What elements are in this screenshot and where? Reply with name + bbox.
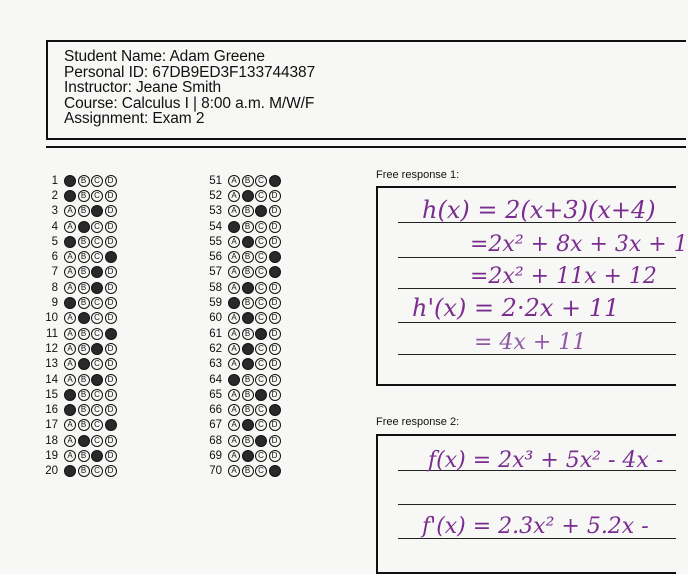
bubble-b[interactable]: B — [242, 175, 254, 187]
question-number: 54 — [209, 220, 222, 233]
bubble-a[interactable]: A — [64, 297, 76, 309]
bubble-c[interactable]: C — [91, 266, 103, 278]
fr2-line-1: f(x) = 2x³ + 5x² - 4x - — [428, 448, 664, 473]
answer-row — [200, 326, 282, 341]
bubble-a[interactable]: A — [228, 328, 240, 340]
bubble-b[interactable]: B — [78, 358, 90, 370]
bubble-a[interactable]: A — [228, 343, 240, 355]
bubble-b[interactable]: B — [78, 435, 90, 447]
fr1-line-4: h'(x) = 2·2x + 11 — [412, 294, 620, 322]
bubble-d[interactable]: D — [105, 205, 117, 217]
bubble-a[interactable]: A — [64, 389, 76, 401]
question-number: 9 — [51, 297, 58, 310]
bubble-b[interactable]: B — [242, 266, 254, 278]
bubble-b[interactable]: B — [242, 465, 254, 477]
bubble-d[interactable]: D — [269, 297, 281, 309]
question-number: 56 — [209, 251, 222, 264]
answer-row — [36, 357, 118, 372]
answer-row — [200, 372, 282, 387]
bubble-a[interactable]: A — [64, 435, 76, 447]
answer-row — [200, 249, 282, 264]
bubble-d[interactable]: D — [105, 450, 117, 462]
question-number: 19 — [45, 449, 58, 462]
question-number: 7 — [51, 266, 58, 279]
bubble-d[interactable]: D — [105, 465, 117, 477]
bubble-b[interactable]: B — [78, 389, 90, 401]
bubble-c[interactable]: C — [255, 358, 267, 370]
bubble-d[interactable]: D — [269, 435, 281, 447]
bubble-c[interactable]: C — [91, 465, 103, 477]
bubble-b[interactable]: B — [78, 328, 90, 340]
answer-row — [200, 311, 282, 326]
bubble-b[interactable]: B — [78, 251, 90, 263]
bubble-c[interactable]: C — [91, 297, 103, 309]
bubble-a[interactable]: A — [228, 205, 240, 217]
answer-row — [200, 448, 282, 463]
question-number: 62 — [209, 342, 222, 355]
bubble-a[interactable]: A — [64, 404, 76, 416]
bubble-d[interactable]: D — [269, 312, 281, 324]
bubble-b[interactable]: B — [78, 297, 90, 309]
bubble-d[interactable]: D — [269, 419, 281, 431]
question-number: 14 — [45, 373, 58, 386]
question-number: 8 — [51, 281, 58, 294]
bubble-c[interactable]: C — [255, 221, 267, 233]
bubble-a[interactable]: A — [64, 358, 76, 370]
bubble-c[interactable]: C — [91, 374, 103, 386]
bubble-a[interactable]: A — [64, 282, 76, 294]
bubble-d[interactable]: D — [105, 374, 117, 386]
bubble-c[interactable]: C — [255, 251, 267, 263]
answer-row — [200, 433, 282, 448]
bubble-d[interactable]: D — [105, 282, 117, 294]
bubble-d[interactable]: D — [269, 328, 281, 340]
bubble-b[interactable]: B — [78, 266, 90, 278]
bubble-c[interactable]: C — [255, 297, 267, 309]
answer-row — [36, 219, 118, 234]
question-number: 59 — [209, 297, 222, 310]
answer-row — [200, 234, 282, 249]
bubble-b[interactable]: B — [242, 404, 254, 416]
bubble-b[interactable]: B — [78, 404, 90, 416]
bubble-d[interactable]: D — [105, 236, 117, 248]
question-number: 53 — [209, 205, 222, 218]
bubble-a[interactable]: A — [64, 236, 76, 248]
bubble-c[interactable]: C — [91, 312, 103, 324]
answer-row — [200, 280, 282, 295]
bubble-d[interactable]: D — [269, 266, 281, 278]
answer-column-51-70 — [200, 173, 282, 479]
bubble-a[interactable]: A — [228, 450, 240, 462]
answer-row — [200, 402, 282, 417]
bubble-c[interactable]: C — [255, 450, 267, 462]
bubble-c[interactable]: C — [91, 251, 103, 263]
free-response-2-label: Free response 2: — [376, 416, 460, 428]
question-number: 5 — [51, 235, 58, 248]
answer-row — [36, 280, 118, 295]
bubble-b[interactable]: B — [242, 435, 254, 447]
answer-row — [36, 433, 118, 448]
bubble-c[interactable]: C — [255, 175, 267, 187]
bubble-d[interactable]: D — [269, 465, 281, 477]
answer-row — [36, 326, 118, 341]
bubble-a[interactable]: A — [228, 221, 240, 233]
bubble-d[interactable]: D — [269, 251, 281, 263]
bubble-b[interactable]: B — [242, 282, 254, 294]
question-number: 13 — [45, 358, 58, 371]
bubble-b[interactable]: B — [78, 221, 90, 233]
question-number: 16 — [45, 404, 58, 417]
bubble-d[interactable]: D — [269, 343, 281, 355]
bubble-c[interactable]: C — [91, 190, 103, 202]
question-number: 63 — [209, 358, 222, 371]
question-number: 20 — [45, 465, 58, 478]
bubble-d[interactable]: D — [105, 175, 117, 187]
answer-column-1-20 — [36, 173, 118, 479]
bubble-c[interactable]: C — [91, 404, 103, 416]
answer-row — [36, 448, 118, 463]
question-number: 17 — [45, 419, 58, 432]
question-number: 10 — [45, 312, 58, 325]
bubble-a[interactable]: A — [64, 465, 76, 477]
bubble-c[interactable]: C — [255, 343, 267, 355]
bubble-c[interactable]: C — [91, 419, 103, 431]
fr2-line-2: f'(x) = 2.3x² + 5.2x - — [422, 514, 649, 539]
bubble-a[interactable]: A — [64, 374, 76, 386]
bubble-b[interactable]: B — [242, 221, 254, 233]
bubble-c[interactable]: C — [91, 282, 103, 294]
bubble-c[interactable]: C — [91, 328, 103, 340]
bubble-b[interactable]: B — [78, 465, 90, 477]
answer-row — [36, 402, 118, 417]
bubble-c[interactable]: C — [255, 205, 267, 217]
fr1-line-5: = 4x + 11 — [474, 330, 587, 355]
bubble-a[interactable]: A — [228, 358, 240, 370]
free-response-1-label: Free response 1: — [376, 169, 460, 181]
question-number: 52 — [209, 189, 222, 202]
bubble-b[interactable]: B — [78, 282, 90, 294]
bubble-a[interactable]: A — [228, 312, 240, 324]
bubble-a[interactable]: A — [64, 328, 76, 340]
bubble-c[interactable]: C — [91, 450, 103, 462]
bubble-a[interactable]: A — [228, 175, 240, 187]
bubble-d[interactable]: D — [105, 266, 117, 278]
bubble-a[interactable]: A — [64, 221, 76, 233]
bubble-b[interactable]: B — [242, 343, 254, 355]
fr1-line-2: =2x² + 8x + 3x + 1 — [470, 232, 688, 257]
question-number: 57 — [209, 266, 222, 279]
bubble-d[interactable]: D — [105, 312, 117, 324]
question-number: 15 — [45, 388, 58, 401]
answer-row — [36, 341, 118, 356]
bubble-a[interactable]: A — [228, 465, 240, 477]
fr1-line-1: h(x) = 2(x+3)(x+4) — [422, 196, 656, 224]
answer-row — [36, 372, 118, 387]
answer-row — [200, 188, 282, 203]
answer-row — [36, 265, 118, 280]
bubble-b[interactable]: B — [242, 236, 254, 248]
bubble-b[interactable]: B — [78, 374, 90, 386]
bubble-d[interactable]: D — [269, 404, 281, 416]
bubble-d[interactable]: D — [105, 190, 117, 202]
bubble-d[interactable]: D — [269, 190, 281, 202]
bubble-d[interactable]: D — [105, 435, 117, 447]
bubble-a[interactable]: A — [228, 435, 240, 447]
question-number: 51 — [209, 174, 222, 187]
bubble-a[interactable]: A — [64, 312, 76, 324]
bubble-b[interactable]: B — [78, 450, 90, 462]
student-name: Student Name: Adam Greene — [64, 48, 265, 65]
answer-row — [200, 173, 282, 188]
bubble-d[interactable]: D — [269, 450, 281, 462]
bubble-c[interactable]: C — [91, 435, 103, 447]
bubble-b[interactable]: B — [242, 419, 254, 431]
bubble-a[interactable]: A — [64, 343, 76, 355]
bubble-d[interactable]: D — [269, 389, 281, 401]
question-number: 61 — [209, 327, 222, 340]
bubble-a[interactable]: A — [228, 404, 240, 416]
question-number: 70 — [209, 465, 222, 478]
bubble-a[interactable]: A — [64, 266, 76, 278]
answer-row — [36, 464, 118, 479]
bubble-c[interactable]: C — [255, 465, 267, 477]
answer-row — [200, 464, 282, 479]
question-number: 11 — [46, 327, 58, 340]
fr1-line-3: =2x² + 11x + 12 — [470, 264, 657, 289]
question-number: 3 — [51, 205, 58, 218]
bubble-d[interactable]: D — [105, 328, 117, 340]
bubble-b[interactable]: B — [242, 251, 254, 263]
answer-row — [36, 204, 118, 219]
bubble-a[interactable]: A — [64, 251, 76, 263]
answer-row — [36, 249, 118, 264]
bubble-b[interactable]: B — [242, 190, 254, 202]
answer-row — [36, 311, 118, 326]
free-response-1-box — [376, 186, 688, 386]
answer-row — [36, 387, 118, 402]
question-number: 1 — [51, 174, 58, 187]
bubble-a[interactable]: A — [228, 297, 240, 309]
bubble-b[interactable]: B — [78, 419, 90, 431]
bubble-a[interactable]: A — [228, 282, 240, 294]
bubble-c[interactable]: C — [255, 374, 267, 386]
answer-row — [200, 295, 282, 310]
bubble-c[interactable]: C — [255, 435, 267, 447]
bubble-c[interactable]: C — [255, 282, 267, 294]
bubble-d[interactable]: D — [269, 175, 281, 187]
bubble-d[interactable]: D — [269, 282, 281, 294]
question-number: 69 — [209, 449, 222, 462]
bubble-c[interactable]: C — [91, 343, 103, 355]
instructor: Instructor: Jeane Smith — [64, 79, 222, 96]
question-number: 60 — [209, 312, 222, 325]
bubble-a[interactable]: A — [64, 175, 76, 187]
bubble-b[interactable]: B — [242, 205, 254, 217]
bubble-a[interactable]: A — [64, 419, 76, 431]
bubble-b[interactable]: B — [78, 190, 90, 202]
question-number: 55 — [209, 235, 222, 248]
bubble-c[interactable]: C — [255, 312, 267, 324]
bubble-b[interactable]: B — [78, 236, 90, 248]
bubble-c[interactable]: C — [91, 389, 103, 401]
bubble-a[interactable]: A — [228, 374, 240, 386]
bubble-a[interactable]: A — [228, 266, 240, 278]
bubble-c[interactable]: C — [91, 175, 103, 187]
bubble-a[interactable]: A — [228, 389, 240, 401]
question-number: 6 — [51, 251, 58, 264]
answer-row — [36, 173, 118, 188]
bubble-c[interactable]: C — [255, 236, 267, 248]
bubble-d[interactable]: D — [105, 297, 117, 309]
bubble-d[interactable]: D — [269, 221, 281, 233]
answer-row — [36, 234, 118, 249]
bubble-c[interactable]: C — [255, 328, 267, 340]
answer-row — [200, 341, 282, 356]
answer-row — [36, 188, 118, 203]
bubble-b[interactable]: B — [242, 450, 254, 462]
answer-row — [200, 204, 282, 219]
bubble-b[interactable]: B — [78, 312, 90, 324]
bubble-d[interactable]: D — [105, 251, 117, 263]
question-number: 58 — [209, 281, 222, 294]
answer-row — [200, 357, 282, 372]
question-number: 4 — [51, 220, 58, 233]
course: Course: Calculus I | 8:00 a.m. M/W/F — [64, 94, 315, 112]
bubble-c[interactable]: C — [91, 236, 103, 248]
answer-row — [200, 265, 282, 280]
bubble-a[interactable]: A — [228, 190, 240, 202]
personal-id: Personal ID: 67DB9ED3F133744387 — [64, 63, 316, 81]
question-number: 12 — [45, 342, 58, 355]
bubble-b[interactable]: B — [242, 389, 254, 401]
bubble-b[interactable]: B — [78, 175, 90, 187]
bubble-b[interactable]: B — [242, 297, 254, 309]
bubble-c[interactable]: C — [91, 358, 103, 370]
bubble-a[interactable]: A — [64, 450, 76, 462]
bubble-b[interactable]: B — [78, 205, 90, 217]
bubble-c[interactable]: C — [255, 419, 267, 431]
question-number: 2 — [51, 189, 58, 202]
bubble-b[interactable]: B — [78, 343, 90, 355]
answer-row — [200, 418, 282, 433]
bubble-b[interactable]: B — [242, 312, 254, 324]
answer-row — [200, 387, 282, 402]
bubble-c[interactable]: C — [255, 389, 267, 401]
bubble-d[interactable]: D — [105, 343, 117, 355]
question-number: 68 — [209, 434, 222, 447]
bubble-a[interactable]: A — [64, 190, 76, 202]
bubble-d[interactable]: D — [105, 221, 117, 233]
bubble-a[interactable]: A — [228, 251, 240, 263]
answer-row — [200, 219, 282, 234]
question-number: 65 — [209, 388, 222, 401]
bubble-a[interactable]: A — [228, 419, 240, 431]
assignment: Assignment: Exam 2 — [64, 110, 205, 127]
question-number: 67 — [209, 419, 222, 432]
bubble-c[interactable]: C — [255, 190, 267, 202]
bubble-c[interactable]: C — [255, 266, 267, 278]
question-number: 64 — [209, 373, 222, 386]
bubble-d[interactable]: D — [269, 205, 281, 217]
bubble-d[interactable]: D — [105, 389, 117, 401]
bubble-a[interactable]: A — [64, 205, 76, 217]
bubble-c[interactable]: C — [91, 221, 103, 233]
bubble-d[interactable]: D — [105, 404, 117, 416]
student-info-box — [46, 40, 686, 140]
bubble-b[interactable]: B — [242, 374, 254, 386]
bubble-a[interactable]: A — [228, 236, 240, 248]
bubble-d[interactable]: D — [269, 358, 281, 370]
bubble-d[interactable]: D — [105, 419, 117, 431]
question-number: 18 — [45, 434, 58, 447]
answer-row — [36, 295, 118, 310]
bubble-c[interactable]: C — [91, 205, 103, 217]
free-response-2-box — [376, 434, 676, 574]
bubble-d[interactable]: D — [105, 358, 117, 370]
question-number: 66 — [209, 404, 222, 417]
bubble-c[interactable]: C — [255, 404, 267, 416]
bubble-b[interactable]: B — [242, 358, 254, 370]
bubble-d[interactable]: D — [269, 374, 281, 386]
bubble-d[interactable]: D — [269, 236, 281, 248]
section-divider — [46, 146, 686, 148]
bubble-b[interactable]: B — [242, 328, 254, 340]
answer-row — [36, 418, 118, 433]
